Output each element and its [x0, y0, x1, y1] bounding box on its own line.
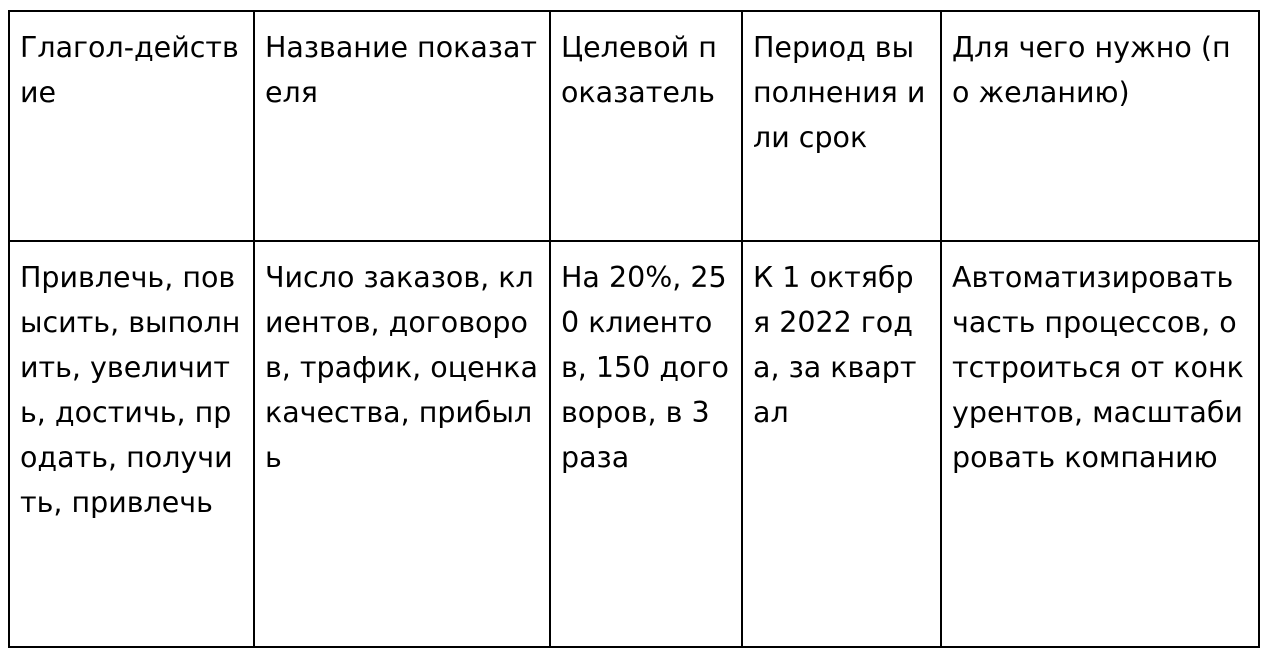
cell-action-verbs: Привлечь, повысить, выполнить, увеличить, достичь, продать, получить, привлечь	[9, 241, 254, 647]
header-cell-action-verb: Глагол-действие	[9, 11, 254, 241]
header-cell-metric-name: Название показателя	[254, 11, 550, 241]
cell-target-values: На 20%, 250 клиентов, 150 договоров, в 3 раза	[550, 241, 742, 647]
cell-metric-names: Число заказов, клиентов, договоров, трафик, оценка качества, прибыль	[254, 241, 550, 647]
table-row	[9, 241, 1259, 647]
cell-purpose: Автоматизировать часть процессов, отстроиться от конкурентов, масштабировать компанию	[941, 241, 1259, 647]
header-cell-period: Период выполнения или срок	[742, 11, 941, 241]
header-cell-purpose: Для чего нужно (по желанию)	[941, 11, 1259, 241]
table-header-row	[9, 11, 1259, 241]
header-cell-target-value: Целевой показатель	[550, 11, 742, 241]
goal-table	[8, 10, 1260, 648]
cell-period: К 1 октября 2022 года, за квартал	[742, 241, 941, 647]
